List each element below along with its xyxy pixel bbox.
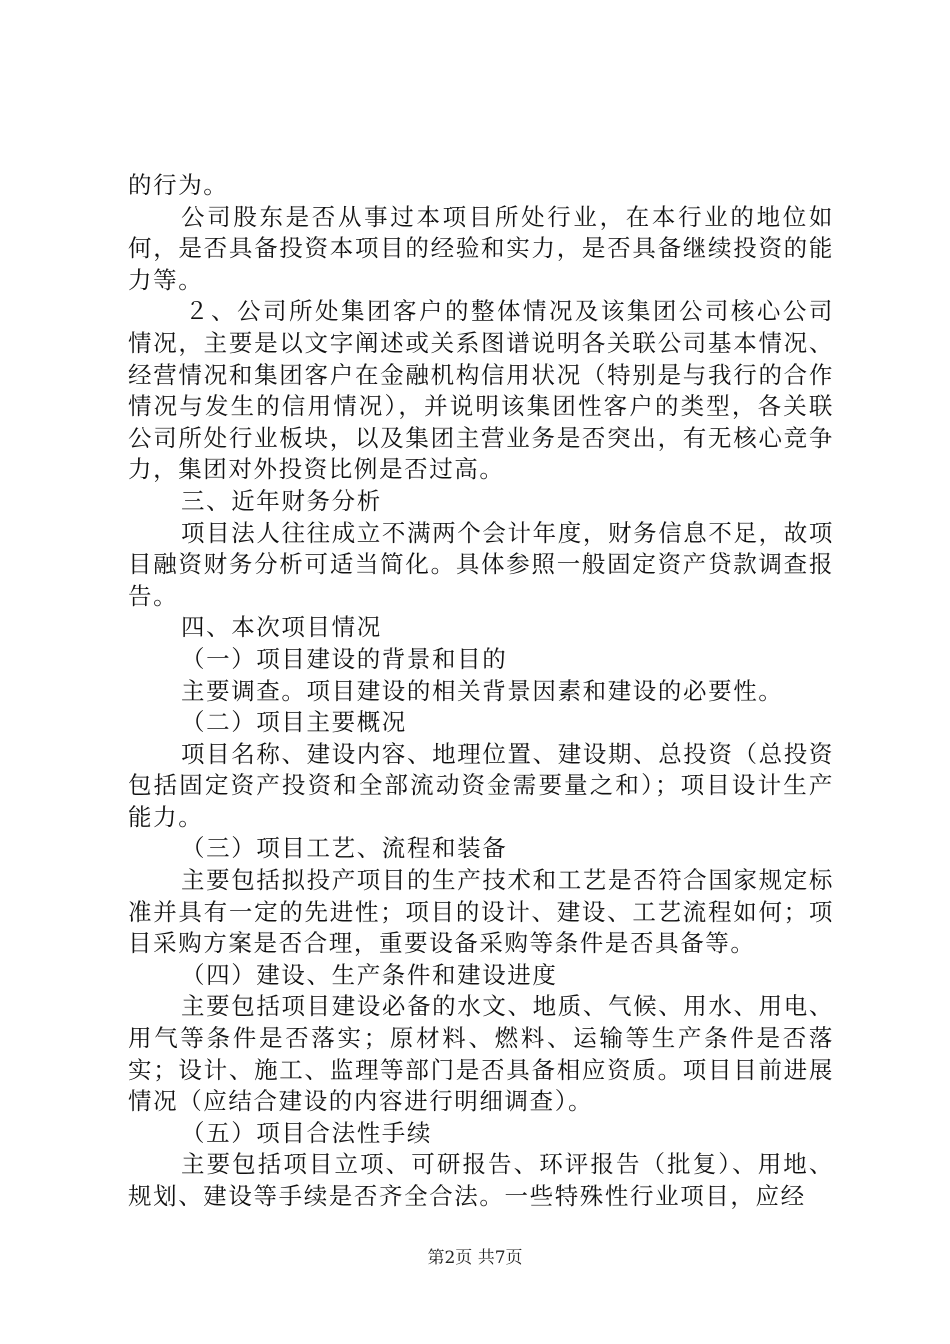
- paragraph-conditions: 主要包括项目建设必备的水文、地质、气候、用水、用电、用气等条件是否落实；原材料、燃料、运输等生产条件是否落实；设计、施工、监理等部门是否具备相应资质。项目目前进展情况（应结合建设的内容进行明细调查）。: [128, 992, 834, 1116]
- subheading-conditions: （四）建设、生产条件和建设进度: [181, 960, 558, 989]
- paragraph-financial-analysis: 项目法人往往成立不满两个会计年度，财务信息不足，故项目融资财务分析可适当简化。具体参照一般固定资产贷款调查报告。: [128, 518, 834, 610]
- paragraph-background: 主要调查。项目建设的相关背景因素和建设的必要性。: [181, 676, 784, 705]
- subheading-legality: （五）项目合法性手续: [181, 1118, 432, 1147]
- paragraph-shareholder-experience: 公司股东是否从事过本项目所处行业，在本行业的地位如何，是否具备投资本项目的经验和实力，是否具备继续投资的能力等。: [128, 202, 834, 294]
- paragraph-legality: 主要包括项目立项、可研报告、环评报告（批复）、用地、规划、建设等手续是否齐全合法。一些特殊性行业项目，应经: [128, 1150, 834, 1210]
- paragraph-continuation: 的行为。: [128, 171, 229, 199]
- subheading-overview: （二）项目主要概况: [181, 708, 407, 737]
- paragraph-process: 主要包括拟投产项目的生产技术和工艺是否符合国家规定标准并具有一定的先进性；项目的设计、建设、工艺流程如何；项目采购方案是否合理，重要设备采购等条件是否具备等。: [128, 866, 834, 958]
- section-heading-financial-analysis: 三、近年财务分析: [181, 486, 382, 515]
- subheading-process: （三）项目工艺、流程和装备: [181, 834, 508, 863]
- subheading-background: （一）项目建设的背景和目的: [181, 644, 508, 673]
- section-heading-project-info: 四、本次项目情况: [181, 613, 382, 642]
- document-body: [128, 170, 834, 1213]
- paragraph-group-client: ２、公司所处集团客户的整体情况及该集团公司核心公司情况，主要是以文字阐述或关系图谱说明各关联公司基本情况、经营情况和集团客户在金融机构信用状况（特别是与我行的合作情况与发生的信用情况），并说明该集团性客户的类型，各关联公司所处行业板块，以及集团主营业务是否突出，有无核心竞争力，集团对外投资比例是否过高。: [128, 297, 834, 484]
- paragraph-overview: 项目名称、建设内容、地理位置、建设期、总投资（总投资包括固定资产投资和全部流动资金需要量之和）；项目设计生产能力。: [128, 739, 834, 831]
- page-footer: 第2页 共7页: [427, 1248, 523, 1268]
